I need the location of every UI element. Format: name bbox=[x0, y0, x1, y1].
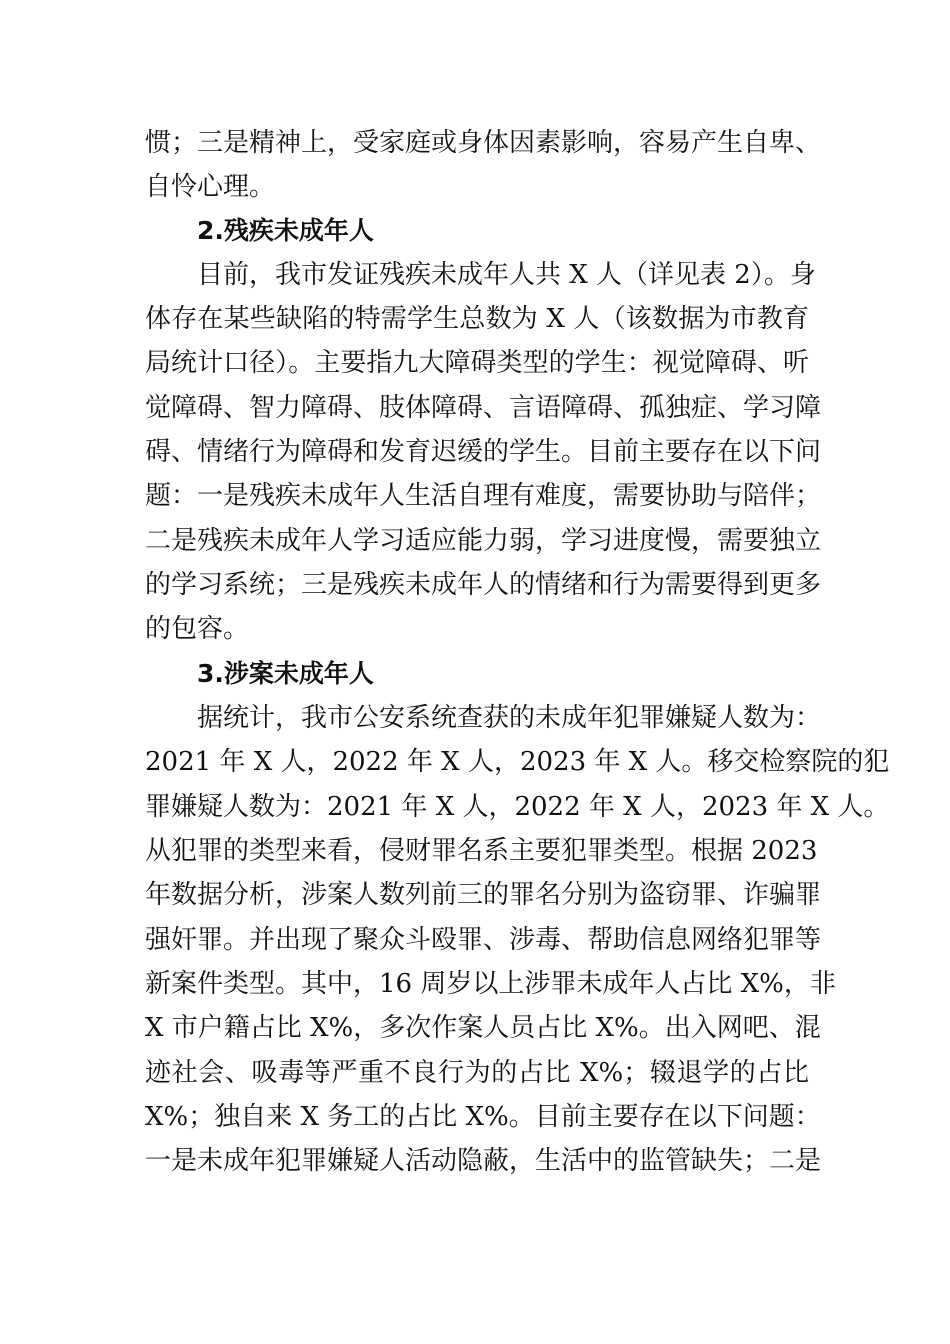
paragraph-line: 迹社会、吸毒等严重不良行为的占比 X%；辍退学的占比 bbox=[145, 1058, 809, 1088]
paragraph-line: 局统计口径）。主要指九大障碍类型的学生：视觉障碍、听 bbox=[145, 348, 809, 378]
paragraph-line: 觉障碍、智力障碍、肢体障碍、言语障碍、孤独症、学习障 bbox=[145, 393, 822, 423]
paragraph-line: 2021 年 X 人，2022 年 X 人，2023 年 X 人。移交检察院的犯 bbox=[145, 747, 890, 777]
section-heading-disabled-minors: 2.残疾未成年人 bbox=[197, 216, 374, 245]
paragraph-line: 体存在某些缺陷的特需学生总数为 X 人（该数据为市教育 bbox=[145, 304, 809, 334]
paragraph-line: 碍、情绪行为障碍和发育迟缓的学生。目前主要存在以下问 bbox=[145, 437, 822, 467]
paragraph-line: 从犯罪的类型来看，侵财罪名系主要犯罪类型。根据 2023 bbox=[145, 836, 818, 866]
paragraph-line: 二是残疾未成年人学习适应能力弱，学习进度慢，需要独立 bbox=[145, 526, 822, 556]
paragraph-line: 新案件类型。其中，16 周岁以上涉罪未成年人占比 X%，非 bbox=[145, 969, 836, 999]
section-heading-juvenile-offenders: 3.涉案未成年人 bbox=[197, 659, 374, 688]
paragraph-line: 的学习系统；三是残疾未成年人的情绪和行为需要得到更多 bbox=[145, 570, 822, 600]
paragraph-line: 惯；三是精神上，受家庭或身体因素影响，容易产生自卑、 bbox=[145, 128, 822, 158]
paragraph-line: 一是未成年犯罪嫌疑人活动隐蔽，生活中的监管缺失；二是 bbox=[145, 1146, 822, 1176]
paragraph-line: 罪嫌疑人数为：2021 年 X 人，2022 年 X 人，2023 年 X 人。 bbox=[145, 792, 890, 822]
paragraph-line: 题：一是残疾未成年人生活自理有难度，需要协助与陪伴； bbox=[145, 481, 822, 511]
paragraph-line: 强奸罪。并出现了聚众斗殴罪、涉毒、帮助信息网络犯罪等 bbox=[145, 925, 822, 955]
paragraph-line: X%；独自来 X 务工的占比 X%。目前主要存在以下问题： bbox=[145, 1102, 821, 1132]
paragraph-line: 年数据分析，涉案人数列前三的罪名分别为盗窃罪、诈骗罪 bbox=[145, 880, 822, 910]
paragraph-line: 目前，我市发证残疾未成年人共 X 人（详见表 2）。身 bbox=[197, 260, 816, 290]
paragraph-line: 自怜心理。 bbox=[145, 172, 276, 202]
paragraph-line: X 市户籍占比 X%，多次作案人员占比 X%。出入网吧、混 bbox=[145, 1013, 821, 1043]
paragraph-line: 的包容。 bbox=[145, 614, 250, 644]
paragraph-line: 据统计，我市公安系统查获的未成年犯罪嫌疑人数为： bbox=[197, 703, 822, 733]
